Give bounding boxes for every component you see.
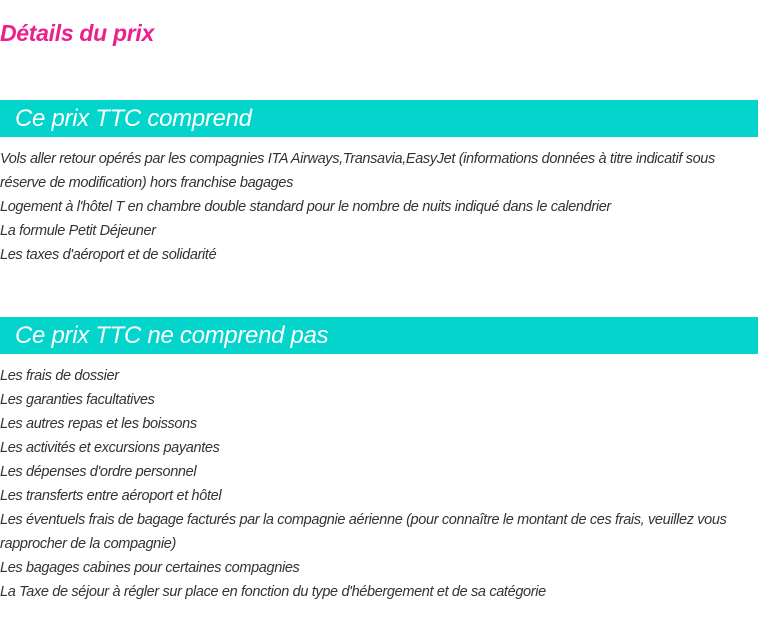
list-item: Les taxes d'aéroport et de solidarité <box>0 247 217 263</box>
list-item: Les bagages cabines pour certaines compagnies <box>0 560 300 576</box>
included-list <box>0 147 756 267</box>
list-item: Les transferts entre aéroport et hôtel <box>0 488 222 504</box>
list-item: Les activités et excursions payantes <box>0 440 220 456</box>
list-item: Logement à l'hôtel T en chambre double standard pour le nombre de nuits indiqué dans le calendrier <box>0 199 611 215</box>
excluded-list <box>0 364 756 604</box>
list-item: Les frais de dossier <box>0 368 119 384</box>
list-item: Les dépenses d'ordre personnel <box>0 464 197 480</box>
section-header-included: Ce prix TTC comprend <box>0 100 758 137</box>
page-title: Détails du prix <box>0 20 154 46</box>
list-item: Les éventuels frais de bagage facturés par la compagnie aérienne (pour connaître le montant de ces frais, veuillez vous rapprocher de la compagnie) <box>0 512 727 552</box>
list-item: La formule Petit Déjeuner <box>0 223 156 239</box>
section-header-excluded: Ce prix TTC ne comprend pas <box>0 317 758 354</box>
list-item: Les autres repas et les boissons <box>0 416 197 432</box>
list-item: La Taxe de séjour à régler sur place en fonction du type d'hébergement et de sa catégorie <box>0 584 546 600</box>
list-item: Les garanties facultatives <box>0 392 155 408</box>
list-item: Vols aller retour opérés par les compagnies ITA Airways,Transavia,EasyJet (informations données à titre indicatif sous réserve de modification) hors franchise bagages <box>0 151 715 191</box>
